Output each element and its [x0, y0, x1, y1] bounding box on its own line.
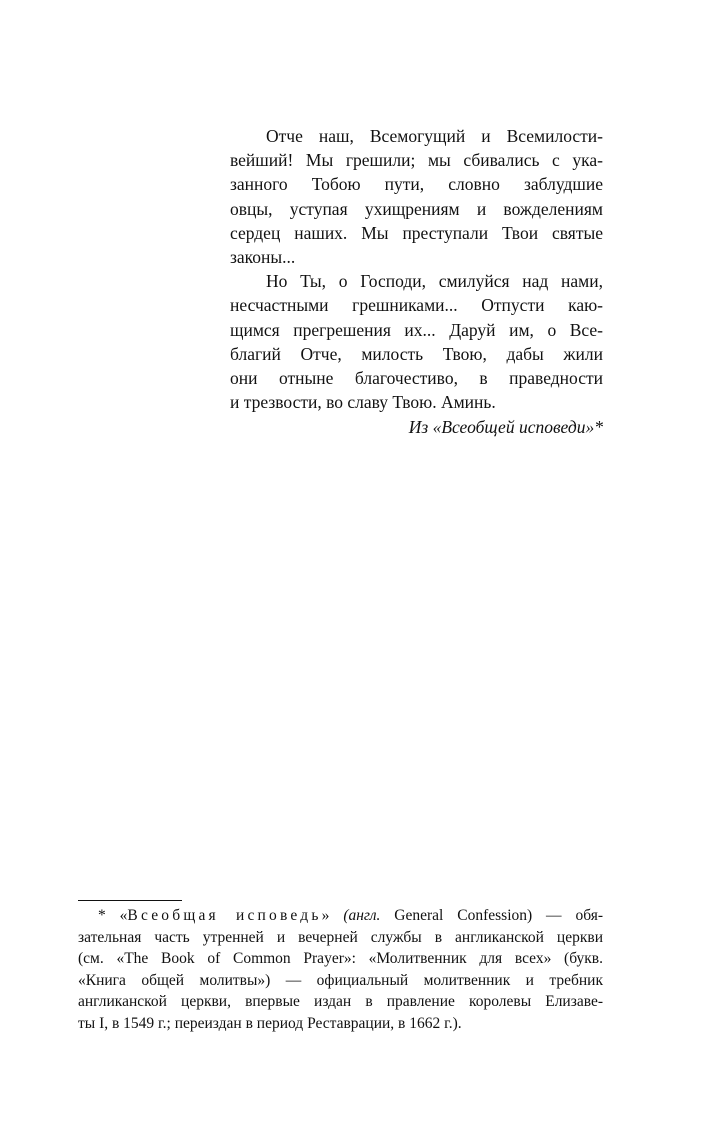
footnote-line: зательная часть утренней и вечерней службы в англиканской церкви [78, 928, 603, 946]
epigraph-line: благий Отче, милость Твою, дабы жили [230, 343, 603, 364]
footnote [78, 905, 603, 1035]
epigraph [230, 124, 603, 439]
footnote-marker: * « [98, 907, 128, 924]
epigraph-line: они отныне благочестиво, в праведности [230, 367, 603, 388]
footnote-line: (см. «The Book of Common Prayer»: «Молитвенник для всех» (букв. [78, 950, 603, 968]
epigraph-source: Из «Всеобщей исповеди»* [408, 417, 603, 438]
epigraph-line: занного Тобою пути, словно заблудшие [230, 174, 603, 195]
footnote-line: «Книга общей молитвы») — официальный молитвенник и требник [78, 971, 603, 989]
footnote-rule [78, 900, 182, 901]
footnote-line: англиканской церкви, впервые издан в правление королевы Елизаве- [78, 993, 603, 1011]
footnote-line [78, 905, 603, 927]
footnote-term-close: » [321, 907, 330, 924]
epigraph-line: овцы, уступая ухищрениям и вожделениям [230, 198, 603, 219]
footnote-term: Всеобщая исповедь [127, 907, 322, 924]
footnote-line: ты I, в 1549 г.; переиздан в период Реставрации, в 1662 г.). [78, 1014, 462, 1032]
epigraph-line: несчастными грешниками... Отпусти каю- [230, 295, 603, 316]
footnote-lang-note: (англ. [343, 907, 381, 924]
epigraph-line: законы... [230, 246, 296, 267]
epigraph-line: сердец наших. Мы преступали Твои святые [230, 222, 603, 243]
epigraph-line: щимся прегрешения их... Даруй им, о Все- [230, 319, 603, 340]
footnote-line1-rest: General Confession) — обя- [394, 907, 603, 924]
epigraph-line: Отче наш, Всемогущий и Всемилости- [266, 126, 603, 146]
epigraph-line: Но Ты, о Господи, смилуйся над нами, [266, 271, 603, 292]
epigraph-line: и трезвости, во славу Твою. Аминь. [230, 392, 496, 413]
epigraph-line: вейший! Мы грешили; мы сбивались с ука- [230, 150, 603, 171]
